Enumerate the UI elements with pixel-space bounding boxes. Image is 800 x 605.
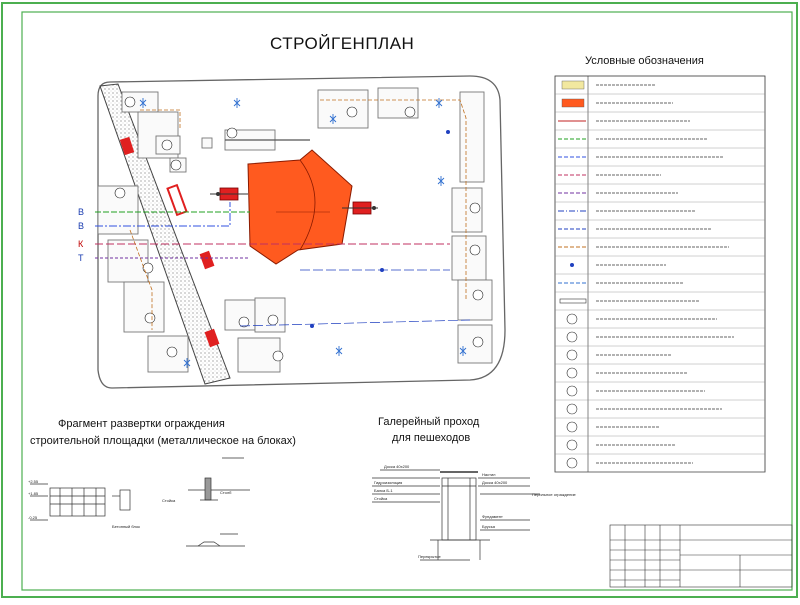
tower-crane-west: [210, 188, 248, 200]
svg-text:Стойка: Стойка: [162, 498, 176, 503]
legend-symbol: [567, 440, 577, 450]
svg-text:Доска 40х200: Доска 40х200: [482, 480, 508, 485]
svg-text:Перильное ограждение: Перильное ограждение: [532, 492, 576, 497]
svg-text:Перекрытие: Перекрытие: [418, 554, 441, 559]
network-label-water-2: В: [78, 221, 85, 231]
fence-fragment-drawing: [30, 458, 250, 546]
svg-text:+2.55: +2.55: [28, 479, 39, 484]
legend-symbol: [567, 314, 577, 324]
gallery-title-line1: Галерейный проход: [378, 416, 480, 428]
building-under-construction: [248, 150, 352, 264]
network-label-heat: Т: [78, 253, 84, 263]
fence-fragment-title-line1: Фрагмент развертки ограждения: [58, 418, 225, 430]
legend-symbol: [567, 386, 577, 396]
network-labels: [78, 207, 84, 263]
svg-text:Фундамент: Фундамент: [482, 514, 503, 519]
legend-title: Условные обозначения: [585, 55, 704, 67]
network-label-water-1: В: [78, 207, 85, 217]
title-block: [610, 525, 792, 587]
legend-symbol: [567, 404, 577, 414]
gallery-title-line2: для пешеходов: [392, 432, 471, 444]
legend-symbol: [567, 368, 577, 378]
legend-symbol: [567, 350, 577, 360]
legend-symbol: [562, 81, 584, 89]
svg-text:Столб: Столб: [220, 490, 232, 495]
svg-text:Бетонный блок: Бетонный блок: [112, 524, 140, 529]
legend-symbol: [567, 422, 577, 432]
svg-text:Балка Б-1: Балка Б-1: [374, 488, 393, 493]
legend-symbol: [567, 458, 577, 468]
svg-text:Гидроизоляция: Гидроизоляция: [374, 480, 403, 485]
page-title: СТРОЙГЕНПЛАН: [270, 34, 415, 53]
svg-text:Настил: Настил: [482, 472, 496, 477]
legend-symbol: [570, 263, 574, 267]
network-label-sewer: К: [78, 239, 84, 249]
fence-fragment-title-line2: строительной площадки (металлическое на блоках): [30, 435, 296, 447]
svg-text:Брусья: Брусья: [482, 524, 496, 529]
svg-text:Стойка: Стойка: [374, 496, 388, 501]
legend-symbol: [562, 99, 584, 107]
svg-text:-0.25: -0.25: [28, 515, 38, 520]
svg-text:+1.85: +1.85: [28, 491, 39, 496]
svg-text:Доска 40х200: Доска 40х200: [384, 464, 410, 469]
legend-symbol: [567, 332, 577, 342]
